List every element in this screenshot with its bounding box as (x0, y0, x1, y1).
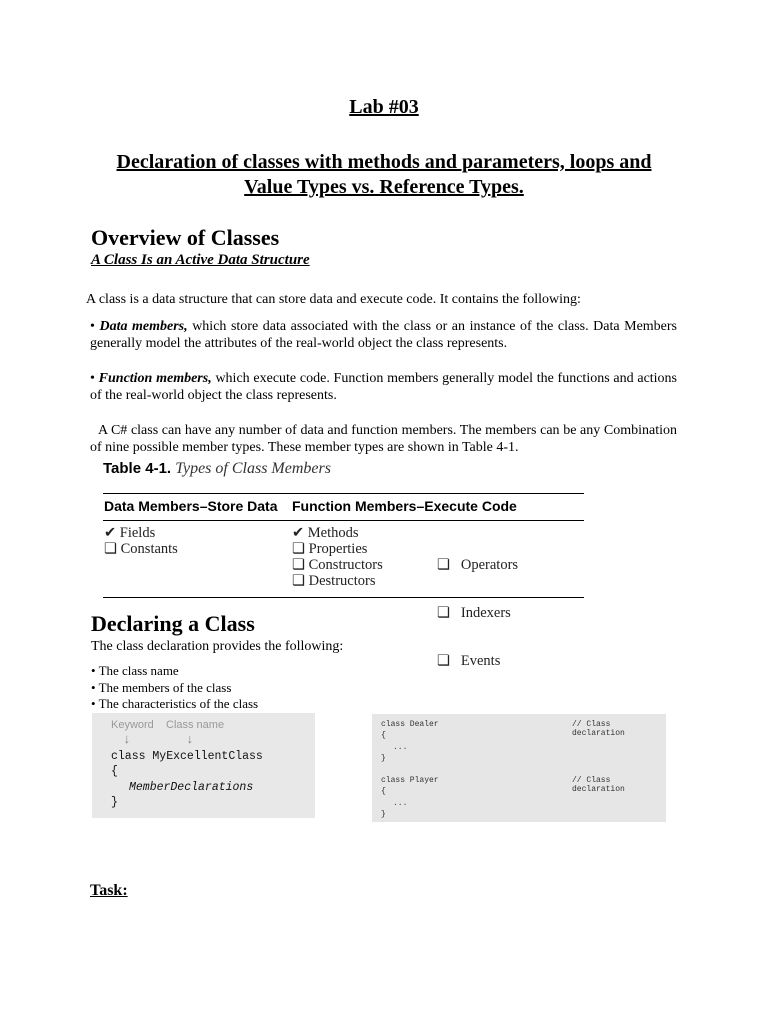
code-line: { (381, 731, 386, 740)
table-header-function: Function Members–Execute Code (292, 498, 517, 514)
intro-paragraph: A class is a data structure that can store data and execute code. It contains the following: (86, 292, 581, 307)
code-line: class MyExcellentClass (111, 750, 263, 763)
data-members-paragraph: • Data members, which store data associated with the class or an instance of the class. Data Members generally model the attributes of the real-world object the class represents. (90, 319, 678, 351)
classname-arrow-icon: ↓ (186, 732, 194, 747)
code-line: } (111, 796, 118, 809)
task-heading: Task: (90, 882, 128, 899)
list-item: • The members of the class (91, 679, 232, 695)
table-cell: ❏ Operators (437, 557, 519, 573)
code-example-class-syntax (92, 713, 315, 818)
table-cell: ✔ Fields (104, 525, 156, 541)
lab-title: Lab #03 (349, 96, 419, 118)
section-subheading: A Class Is an Active Data Structure (91, 252, 310, 268)
table-data-column (104, 525, 178, 557)
main-title-line1: Declaration of classes with methods and parameters, loops and (116, 151, 652, 173)
table-cell: ❏ Indexers (437, 605, 511, 621)
table-header-rule (103, 520, 584, 521)
table-cell: ❏ Events (437, 653, 501, 669)
table-cell: ❏ Constants (104, 541, 178, 557)
code-line: ... (393, 743, 408, 752)
code-line: } (381, 810, 386, 819)
code-comment: // Class declaration (572, 720, 625, 738)
table-function-column-2 (437, 525, 518, 685)
table-caption (103, 460, 331, 478)
section-heading-declaring: Declaring a Class (91, 611, 255, 636)
code-example-dealer-player (372, 714, 666, 822)
code-line: class Dealer (381, 720, 439, 729)
table-cell: ❏ Constructors (292, 557, 383, 573)
table-caption-label: Table 4-1. (103, 460, 172, 477)
code-line: } (381, 754, 386, 763)
table-caption-title: Types of Class Members (175, 460, 331, 477)
data-members-term: Data members, (99, 319, 188, 334)
function-members-term: Function members, (98, 371, 212, 386)
table-bottom-rule (103, 597, 584, 598)
classname-label: Class name (166, 719, 225, 731)
keyword-arrow-icon: ↓ (123, 732, 131, 747)
table-cell: ✔ Methods (292, 525, 359, 541)
table-top-rule (103, 493, 584, 494)
list-item: • The characteristics of the class (91, 696, 259, 711)
code-line: { (381, 787, 386, 796)
table-cell: ❏ Properties (292, 541, 368, 557)
code-line: MemberDeclarations (129, 781, 254, 794)
function-members-paragraph: • Function members, which execute code. Function members generally model the functions and actions of the real-world object the class represents. (90, 371, 678, 403)
code-comment: // Class declaration (572, 776, 625, 794)
main-title (0, 150, 768, 200)
main-title-line2: Value Types vs. Reference Types. (244, 176, 524, 198)
declaring-bullet-list (91, 663, 258, 713)
list-item: • The class name (91, 663, 179, 678)
section-heading-overview: Overview of Classes (91, 225, 280, 250)
member-types-paragraph: A C# class can have any number of data and function members. The members can be any Combination of nine possible member types. These member types are shown in Table 4-1. (90, 423, 677, 455)
code-line: ... (393, 799, 408, 808)
declaring-intro: The class declaration provides the following: (91, 639, 344, 654)
code-line: { (111, 765, 118, 778)
table-cell: ❏ Destructors (292, 573, 376, 589)
code-line: class Player (381, 776, 439, 785)
function-members-text: which execute code. Function members generally model the functions and actions of the real-world object the class represents. (90, 371, 678, 403)
table-function-column-1 (292, 525, 383, 589)
keyword-label: Keyword (111, 719, 154, 731)
table-header-data: Data Members–Store Data (104, 498, 278, 514)
data-members-text: which store data associated with the class or an instance of the class. Data Members generally model the attributes of the real-world object the class represents. (90, 319, 678, 351)
